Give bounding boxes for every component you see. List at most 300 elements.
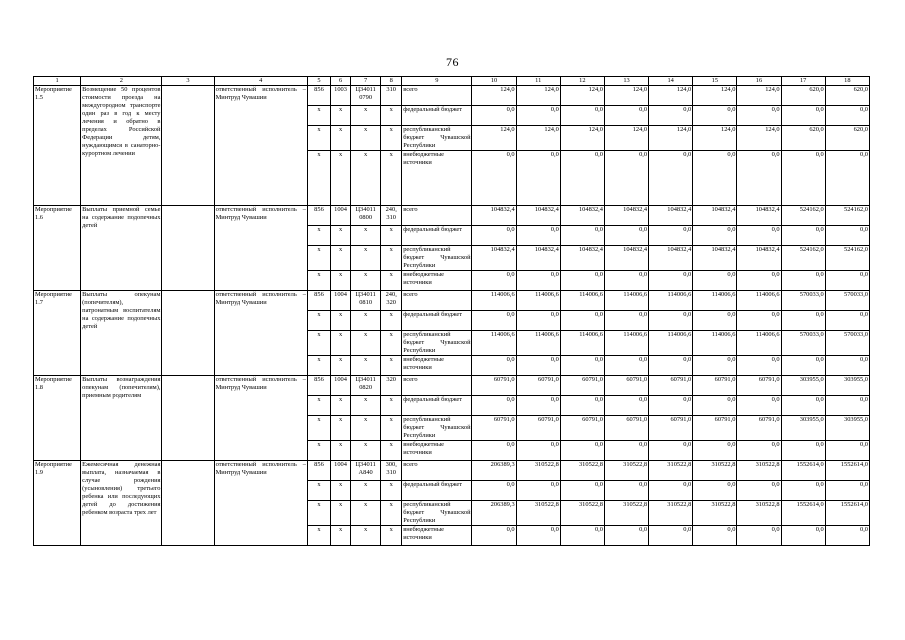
amount-cell: 0,0: [516, 271, 560, 291]
grbs-code: 856: [307, 461, 330, 481]
amount-cell: 0,0: [472, 151, 516, 206]
amount-cell: 124,0: [472, 86, 516, 106]
amount-cell: 124,0: [560, 126, 604, 151]
grbs-code: x: [307, 416, 330, 441]
column-number: 7: [351, 77, 381, 86]
amount-cell: 124,0: [516, 86, 560, 106]
vr-code: x: [381, 526, 402, 546]
amount-cell: 0,0: [649, 271, 693, 291]
grbs-code: x: [307, 246, 330, 271]
amount-cell: 0,0: [737, 441, 781, 461]
funding-source: всего: [402, 376, 472, 396]
funding-source: внебюджетные источники: [402, 271, 472, 291]
funding-source: республиканский бюджет Чувашской Республики: [403, 416, 471, 439]
amount-cell: 124,0: [604, 126, 648, 151]
vr-code: x: [381, 151, 402, 206]
amount-cell: 0,0: [737, 226, 781, 246]
amount-cell: 0,0: [693, 106, 737, 126]
amount-cell: 114006,6: [693, 291, 737, 311]
rzpr-code: x: [331, 396, 351, 416]
amount-cell: 0,0: [737, 481, 781, 501]
amount-cell: 114006,6: [472, 291, 516, 311]
funding-source: всего: [402, 291, 472, 311]
amount-cell: 114006,6: [516, 331, 560, 356]
amount-cell: 0,0: [472, 311, 516, 331]
amount-cell: 0,0: [737, 526, 781, 546]
funding-source: республиканский бюджет Чувашской Республики: [403, 246, 471, 269]
rzpr-code: x: [331, 331, 351, 356]
csr-code: x: [351, 226, 381, 246]
amount-cell: 0,0: [825, 526, 869, 546]
vr-code: x: [381, 331, 402, 356]
amount-cell: 104832,4: [516, 206, 560, 226]
amount-cell: 124,0: [737, 126, 781, 151]
funding-source: внебюджетные источники: [402, 441, 472, 461]
amount-cell: 303955,0: [781, 376, 825, 396]
table-row: [34, 291, 870, 311]
amount-cell: 0,0: [737, 271, 781, 291]
amount-cell: 0,0: [781, 311, 825, 331]
grbs-code: x: [307, 526, 330, 546]
amount-cell: 114006,6: [649, 291, 693, 311]
table-row: [34, 461, 870, 481]
grbs-code: x: [307, 331, 330, 356]
empty-cell: [162, 461, 214, 546]
rzpr-code: x: [331, 481, 351, 501]
amount-cell: 124,0: [560, 86, 604, 106]
amount-cell: 0,0: [825, 106, 869, 126]
csr-code: x: [351, 106, 381, 126]
amount-cell: 114006,6: [472, 331, 516, 356]
amount-cell: 0,0: [472, 481, 516, 501]
vr-code: x: [381, 501, 402, 526]
amount-cell: 0,0: [560, 151, 604, 206]
funding-source: республиканский бюджет Чувашской Республики: [403, 126, 471, 149]
funding-source: всего: [402, 86, 472, 106]
grbs-code: 856: [307, 206, 330, 226]
amount-cell: 0,0: [781, 481, 825, 501]
amount-cell: 620,0: [781, 126, 825, 151]
amount-cell: 570033,0: [781, 291, 825, 311]
amount-cell: 570033,0: [825, 331, 869, 356]
vr-code: 240, 310: [381, 206, 402, 226]
funding-source: внебюджетные источники: [402, 526, 472, 546]
grbs-code: x: [307, 151, 330, 206]
grbs-code: x: [307, 481, 330, 501]
amount-cell: 0,0: [737, 151, 781, 206]
amount-cell: 0,0: [604, 106, 648, 126]
amount-cell: 524162,0: [825, 206, 869, 226]
amount-cell: 0,0: [693, 481, 737, 501]
amount-cell: 0,0: [604, 151, 648, 206]
amount-cell: 0,0: [781, 356, 825, 376]
amount-cell: 0,0: [560, 396, 604, 416]
amount-cell: 310522,8: [604, 501, 648, 526]
amount-cell: 0,0: [825, 151, 869, 206]
amount-cell: 0,0: [825, 226, 869, 246]
measure-name: Возмещение 50 процентов стоимости проезда на междугородном транспорте один раз в год к месту лечения и обратно в пределах Российской Федерации детям, нуждающимся в санаторно-курортном лечении: [81, 86, 162, 206]
grbs-code: x: [307, 311, 330, 331]
amount-cell: 60791,0: [560, 376, 604, 396]
amount-cell: 0,0: [516, 106, 560, 126]
amount-cell: 0,0: [649, 311, 693, 331]
column-number: 17: [781, 77, 825, 86]
measure-id: Мероприятие 1.5: [34, 86, 81, 206]
amount-cell: 0,0: [825, 396, 869, 416]
amount-cell: 0,0: [516, 526, 560, 546]
amount-cell: 1552614,0: [781, 501, 825, 526]
column-number: 4: [214, 77, 307, 86]
amount-cell: 303955,0: [781, 416, 825, 441]
amount-cell: 0,0: [649, 226, 693, 246]
amount-cell: 0,0: [560, 226, 604, 246]
vr-code: x: [381, 441, 402, 461]
amount-cell: 524162,0: [781, 206, 825, 226]
amount-cell: 206389,3: [472, 461, 516, 481]
amount-cell: 60791,0: [693, 376, 737, 396]
table-body: [34, 86, 870, 546]
column-number: 14: [649, 77, 693, 86]
rzpr-code: x: [331, 526, 351, 546]
amount-cell: 104832,4: [693, 206, 737, 226]
measure-executor: ответственный исполнитель – Минтруд Чувашии: [214, 206, 307, 291]
amount-cell: 0,0: [604, 441, 648, 461]
amount-cell: 60791,0: [604, 376, 648, 396]
vr-code: x: [381, 311, 402, 331]
amount-cell: 0,0: [649, 396, 693, 416]
amount-cell: 310522,8: [693, 501, 737, 526]
vr-code: x: [381, 126, 402, 151]
vr-code: x: [381, 226, 402, 246]
funding-source: всего: [402, 206, 472, 226]
csr-code: x: [351, 441, 381, 461]
funding-source: республиканский бюджет Чувашской Республики: [403, 501, 471, 524]
amount-cell: 0,0: [737, 396, 781, 416]
csr-code: x: [351, 481, 381, 501]
table-row: [34, 86, 870, 106]
amount-cell: 310522,8: [693, 461, 737, 481]
rzpr-code: x: [331, 151, 351, 206]
amount-cell: 0,0: [472, 271, 516, 291]
rzpr-code: 1004: [331, 376, 351, 396]
amount-cell: 60791,0: [604, 416, 648, 441]
amount-cell: 0,0: [560, 311, 604, 331]
column-number: 9: [402, 77, 472, 86]
funding-source: федеральный бюджет: [402, 311, 472, 331]
rzpr-code: x: [331, 311, 351, 331]
amount-cell: 0,0: [560, 106, 604, 126]
amount-cell: 0,0: [781, 526, 825, 546]
column-number: 18: [825, 77, 869, 86]
vr-code: x: [381, 481, 402, 501]
amount-cell: 206389,3: [472, 501, 516, 526]
amount-cell: 0,0: [781, 441, 825, 461]
amount-cell: 310522,8: [516, 501, 560, 526]
funding-source: внебюджетные источники: [402, 356, 472, 376]
amount-cell: 0,0: [737, 311, 781, 331]
rzpr-code: x: [331, 126, 351, 151]
amount-cell: 1552614,0: [825, 461, 869, 481]
amount-cell: 0,0: [649, 481, 693, 501]
amount-cell: 0,0: [693, 441, 737, 461]
measure-id: Мероприятие 1.9: [34, 461, 81, 546]
amount-cell: 104832,4: [560, 206, 604, 226]
amount-cell: 124,0: [604, 86, 648, 106]
amount-cell: 0,0: [649, 356, 693, 376]
funding-source: всего: [402, 461, 472, 481]
amount-cell: 124,0: [516, 126, 560, 151]
amount-cell: 0,0: [693, 311, 737, 331]
vr-code: 300, 310: [381, 461, 402, 481]
amount-cell: 114006,6: [560, 331, 604, 356]
amount-cell: 0,0: [649, 106, 693, 126]
grbs-code: 856: [307, 376, 330, 396]
amount-cell: 310522,8: [604, 461, 648, 481]
amount-cell: 124,0: [693, 86, 737, 106]
amount-cell: 524162,0: [781, 246, 825, 271]
amount-cell: 0,0: [825, 356, 869, 376]
amount-cell: 0,0: [693, 151, 737, 206]
amount-cell: 620,0: [781, 86, 825, 106]
amount-cell: 1552614,0: [781, 461, 825, 481]
csr-code: Ц34011 А840: [351, 461, 381, 481]
column-number: 3: [162, 77, 214, 86]
empty-cell: [162, 291, 214, 376]
amount-cell: 0,0: [649, 441, 693, 461]
csr-code: x: [351, 246, 381, 271]
amount-cell: 114006,6: [560, 291, 604, 311]
amount-cell: 0,0: [516, 481, 560, 501]
amount-cell: 104832,4: [472, 206, 516, 226]
amount-cell: 104832,4: [516, 246, 560, 271]
amount-cell: 114006,6: [737, 291, 781, 311]
amount-cell: 303955,0: [825, 416, 869, 441]
rzpr-code: x: [331, 246, 351, 271]
column-number: 10: [472, 77, 516, 86]
amount-cell: 60791,0: [560, 416, 604, 441]
csr-code: x: [351, 126, 381, 151]
rzpr-code: x: [331, 441, 351, 461]
measure-name: Выплаты вознаграждения опекунам (попечителям), приемным родителям: [81, 376, 162, 461]
column-number: 2: [81, 77, 162, 86]
csr-code: x: [351, 271, 381, 291]
amount-cell: 0,0: [649, 526, 693, 546]
grbs-code: x: [307, 356, 330, 376]
amount-cell: 0,0: [472, 441, 516, 461]
amount-cell: 60791,0: [472, 416, 516, 441]
amount-cell: 0,0: [604, 481, 648, 501]
vr-code: x: [381, 396, 402, 416]
grbs-code: x: [307, 106, 330, 126]
column-number: 15: [693, 77, 737, 86]
amount-cell: 60791,0: [693, 416, 737, 441]
amount-cell: 124,0: [737, 86, 781, 106]
amount-cell: 310522,8: [649, 501, 693, 526]
amount-cell: 0,0: [560, 526, 604, 546]
vr-code: 320: [381, 376, 402, 396]
amount-cell: 104832,4: [649, 246, 693, 271]
amount-cell: 124,0: [649, 86, 693, 106]
amount-cell: 0,0: [472, 526, 516, 546]
funding-source: федеральный бюджет: [402, 481, 472, 501]
amount-cell: 0,0: [516, 396, 560, 416]
csr-code: Ц34011 0810: [351, 291, 381, 311]
amount-cell: 0,0: [604, 356, 648, 376]
amount-cell: 114006,6: [516, 291, 560, 311]
column-number: 12: [560, 77, 604, 86]
amount-cell: 104832,4: [472, 246, 516, 271]
column-number: 5: [307, 77, 330, 86]
grbs-code: x: [307, 441, 330, 461]
amount-cell: 0,0: [472, 356, 516, 376]
page-number: 76: [446, 55, 459, 69]
amount-cell: 0,0: [604, 271, 648, 291]
amount-cell: 0,0: [604, 396, 648, 416]
rzpr-code: 1004: [331, 461, 351, 481]
amount-cell: 0,0: [604, 526, 648, 546]
amount-cell: 0,0: [781, 151, 825, 206]
rzpr-code: 1003: [331, 86, 351, 106]
table-row: [34, 206, 870, 226]
amount-cell: 0,0: [560, 271, 604, 291]
rzpr-code: x: [331, 271, 351, 291]
amount-cell: 114006,6: [604, 331, 648, 356]
amount-cell: 124,0: [472, 126, 516, 151]
table-row: [34, 376, 870, 396]
amount-cell: 0,0: [781, 271, 825, 291]
grbs-code: x: [307, 396, 330, 416]
amount-cell: 0,0: [516, 441, 560, 461]
amount-cell: 0,0: [560, 356, 604, 376]
amount-cell: 0,0: [516, 356, 560, 376]
vr-code: x: [381, 271, 402, 291]
csr-code: x: [351, 331, 381, 356]
amount-cell: 114006,6: [604, 291, 648, 311]
empty-cell: [162, 86, 214, 206]
amount-cell: 0,0: [781, 226, 825, 246]
amount-cell: 0,0: [560, 441, 604, 461]
amount-cell: 0,0: [737, 356, 781, 376]
amount-cell: 303955,0: [825, 376, 869, 396]
funding-source: федеральный бюджет: [402, 226, 472, 246]
csr-code: x: [351, 416, 381, 441]
vr-code: 310: [381, 86, 402, 106]
amount-cell: 1552614,0: [825, 501, 869, 526]
column-number: 13: [604, 77, 648, 86]
rzpr-code: x: [331, 501, 351, 526]
amount-cell: 570033,0: [781, 331, 825, 356]
amount-cell: 60791,0: [649, 416, 693, 441]
amount-cell: 0,0: [516, 226, 560, 246]
column-number: 16: [737, 77, 781, 86]
measure-executor: ответственный исполнитель – Минтруд Чувашии: [214, 461, 307, 546]
vr-code: x: [381, 416, 402, 441]
csr-code: Ц34011 0820: [351, 376, 381, 396]
amount-cell: 60791,0: [737, 376, 781, 396]
amount-cell: 104832,4: [604, 206, 648, 226]
amount-cell: 0,0: [604, 226, 648, 246]
vr-code: x: [381, 246, 402, 271]
measure-executor: ответственный исполнитель – Минтруд Чувашии: [214, 291, 307, 376]
vr-code: x: [381, 106, 402, 126]
amount-cell: 124,0: [649, 126, 693, 151]
grbs-code: 856: [307, 291, 330, 311]
empty-cell: [162, 206, 214, 291]
funding-source: республиканский бюджет Чувашской Республики: [403, 331, 471, 354]
amount-cell: 124,0: [693, 126, 737, 151]
amount-cell: 104832,4: [604, 246, 648, 271]
amount-cell: 0,0: [472, 226, 516, 246]
column-number-row: [34, 77, 870, 86]
rzpr-code: x: [331, 226, 351, 246]
amount-cell: 0,0: [825, 311, 869, 331]
amount-cell: 114006,6: [649, 331, 693, 356]
csr-code: x: [351, 396, 381, 416]
grbs-code: x: [307, 126, 330, 151]
measure-executor: ответственный исполнитель – Минтруд Чувашии: [214, 86, 307, 206]
amount-cell: 0,0: [649, 151, 693, 206]
amount-cell: 104832,4: [560, 246, 604, 271]
amount-cell: 0,0: [693, 356, 737, 376]
amount-cell: 0,0: [781, 106, 825, 126]
amount-cell: 310522,8: [560, 461, 604, 481]
amount-cell: 0,0: [693, 526, 737, 546]
amount-cell: 310522,8: [649, 461, 693, 481]
csr-code: Ц34011 0800: [351, 206, 381, 226]
grbs-code: x: [307, 226, 330, 246]
csr-code: x: [351, 501, 381, 526]
amount-cell: 0,0: [693, 226, 737, 246]
rzpr-code: x: [331, 106, 351, 126]
vr-code: 240, 320: [381, 291, 402, 311]
amount-cell: 524162,0: [825, 246, 869, 271]
budget-table: [33, 76, 870, 546]
amount-cell: 60791,0: [516, 376, 560, 396]
amount-cell: 0,0: [825, 441, 869, 461]
measure-id: Мероприятие 1.7: [34, 291, 81, 376]
measure-id: Мероприятие 1.6: [34, 206, 81, 291]
rzpr-code: x: [331, 356, 351, 376]
amount-cell: 0,0: [693, 396, 737, 416]
csr-code: Ц34011 0790: [351, 86, 381, 106]
measure-name: Выплаты опекунам (попечителям), патронатным воспитателям на содержание подопечных детей: [81, 291, 162, 376]
amount-cell: 104832,4: [693, 246, 737, 271]
amount-cell: 0,0: [604, 311, 648, 331]
column-number: 6: [331, 77, 351, 86]
csr-code: x: [351, 356, 381, 376]
measure-name: Ежемесячная денежная выплата, назначаемая в случае рождения (усыновления) третьего ребенка или последующих детей до достижения ребенком возраста трех лет: [81, 461, 162, 546]
amount-cell: 570033,0: [825, 291, 869, 311]
amount-cell: 310522,8: [516, 461, 560, 481]
amount-cell: 0,0: [693, 271, 737, 291]
amount-cell: 114006,6: [693, 331, 737, 356]
amount-cell: 0,0: [516, 151, 560, 206]
rzpr-code: x: [331, 416, 351, 441]
amount-cell: 0,0: [825, 481, 869, 501]
amount-cell: 0,0: [560, 481, 604, 501]
amount-cell: 310522,8: [560, 501, 604, 526]
vr-code: x: [381, 356, 402, 376]
amount-cell: 114006,6: [737, 331, 781, 356]
amount-cell: 0,0: [781, 396, 825, 416]
amount-cell: 0,0: [472, 106, 516, 126]
column-number: 8: [381, 77, 402, 86]
amount-cell: 0,0: [516, 311, 560, 331]
amount-cell: 60791,0: [516, 416, 560, 441]
measure-executor: ответственный исполнитель – Минтруд Чувашии: [214, 376, 307, 461]
amount-cell: 60791,0: [649, 376, 693, 396]
rzpr-code: 1004: [331, 291, 351, 311]
